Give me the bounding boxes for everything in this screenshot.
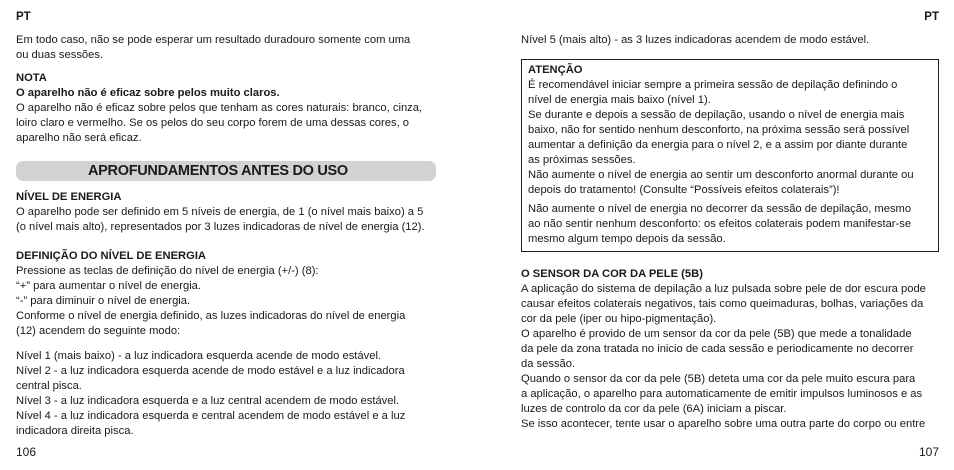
page-number: 106 — [16, 445, 37, 459]
text-line: da sessão. — [521, 358, 576, 370]
text-line: O aparelho é provido de um sensor da cor da pele (5B) que mede a tonalidade — [521, 328, 912, 340]
text-line: O aparelho não é eficaz sobre pelos que tenham as cores naturais: branco, cinza, — [16, 102, 423, 114]
text-line: Não aumente o nível de energia ao sentir um desconforto anormal durante ou — [528, 169, 914, 181]
text-line: depois do tratamento! (Consulte “Possíveis efeitos colaterais”)! — [528, 184, 840, 196]
text-line: (12) acendem do seguinte modo: — [16, 325, 181, 337]
text-line: da pele da zona tratada no inicio de cada sessão e periodicamente no decorrer — [521, 343, 914, 355]
text-line: as próximas sessões. — [528, 154, 636, 166]
text-line: indicadora direita pisca. — [16, 425, 134, 437]
text-line: Pressione as teclas de definição do nível de energia (+/-) (8): — [16, 265, 319, 277]
section-heading: NÍVEL DE ENERGIA — [16, 191, 122, 203]
text-line: nível de energia mais baixo (nível 1). — [528, 94, 711, 106]
text-line: Nível 3 - a luz indicadora esquerda e a luz central acendem de modo estável. — [16, 395, 400, 407]
text-line: baixo, não for sentido nenhum desconforto, na próxima sessão será possível — [528, 124, 910, 136]
level5-line — [521, 33, 939, 48]
text-line: Nível 2 - a luz indicadora esquerda acende de modo estável e a luz indicadora — [16, 365, 405, 377]
right-page — [521, 0, 939, 470]
text-line: “+” para aumentar o nível de energia. — [16, 280, 202, 292]
levels-list — [16, 349, 436, 439]
text-line: luzes de controlo da cor da pele (6A) iniciam a piscar. — [521, 403, 787, 415]
text-line: Em todo caso, não se pode esperar um resultado duradouro somente com uma — [16, 34, 411, 46]
language-label: PT — [924, 11, 939, 23]
section-heading: O SENSOR DA COR DA PELE (5B) — [521, 268, 703, 280]
text-line: causar efeitos colaterais negativos, tais como queimaduras, bolhas, variações da — [521, 298, 924, 310]
text-line: ou duas sessões. — [16, 49, 104, 61]
text-line: (o nível mais alto), representados por 3 luzes indicadoras de nível de energia (12). — [16, 221, 425, 233]
intro-paragraph — [16, 33, 436, 63]
text-line: cor da pele (iper ou hipo-pigmentação). — [521, 313, 717, 325]
note-block — [16, 71, 436, 146]
text-line: A aplicação do sistema de depilação a luz pulsada sobre pele de dor escura pode — [521, 283, 926, 295]
energy-level-section — [16, 190, 436, 235]
text-line: Não aumente o nível de energia no decorrer da sessão de depilação, mesmo — [528, 203, 912, 215]
text-line: Nível 4 - a luz indicadora esquerda e central acendem de modo estável e a luz — [16, 410, 406, 422]
skin-sensor-section — [521, 267, 939, 432]
left-page — [16, 0, 436, 470]
note-title: NOTA — [16, 72, 47, 84]
text-line: Nível 1 (mais baixo) - a luz indicadora esquerda acende de modo estável. — [16, 350, 382, 362]
note-subtitle: O aparelho não é eficaz sobre pelos muito claros. — [16, 87, 280, 99]
text-line: mesmo algum tempo depois da sessão. — [528, 233, 726, 245]
text-line: O aparelho pode ser definido em 5 níveis de energia, de 1 (o nível mais baixo) a 5 — [16, 206, 424, 218]
energy-setting-section — [16, 249, 436, 339]
language-label: PT — [16, 11, 31, 23]
section-banner: APROFUNDAMENTOS ANTES DO USO — [16, 161, 436, 181]
page-number: 107 — [918, 445, 939, 459]
text-line: “-” para diminuir o nível de energia. — [16, 295, 191, 307]
text-line: Se isso acontecer, tente usar o aparelho sobre uma outra parte do corpo ou entre — [521, 418, 926, 430]
text-line: a aplicação, o aparelho para automaticamente de emitir impulsos luminosos e as — [521, 388, 923, 400]
text-line: É recomendável iniciar sempre a primeira sessão de depilação definindo o — [528, 79, 898, 91]
attention-title: ATENÇÃO — [528, 64, 583, 76]
text-line: central pisca. — [16, 380, 82, 392]
text-line: Se durante e depois a sessão de depilação, usando o nível de energia mais — [528, 109, 905, 121]
text-line: aumentar a definição da energia para o nível 2, e a assim por diante durante — [528, 139, 908, 151]
text-line: ao não sentir nenhum desconforto: os efeitos colaterais podem manifestar-se — [528, 218, 912, 230]
section-heading: DEFINIÇÃO DO NÍVEL DE ENERGIA — [16, 250, 207, 262]
text-line: Conforme o nível de energia definido, as luzes indicadoras do nível de energia — [16, 310, 406, 322]
text-line: aparelho não será eficaz. — [16, 132, 142, 144]
text-line: Quando o sensor da cor da pele (5B) deteta uma cor da pele muito escura para — [521, 373, 916, 385]
attention-box — [521, 59, 939, 252]
text-line: loiro claro e vermelho. Se os pelos do seu corpo forem de uma dessas cores, o — [16, 117, 410, 129]
text-line: Nível 5 (mais alto) - as 3 luzes indicadoras acendem de modo estável. — [521, 34, 870, 46]
